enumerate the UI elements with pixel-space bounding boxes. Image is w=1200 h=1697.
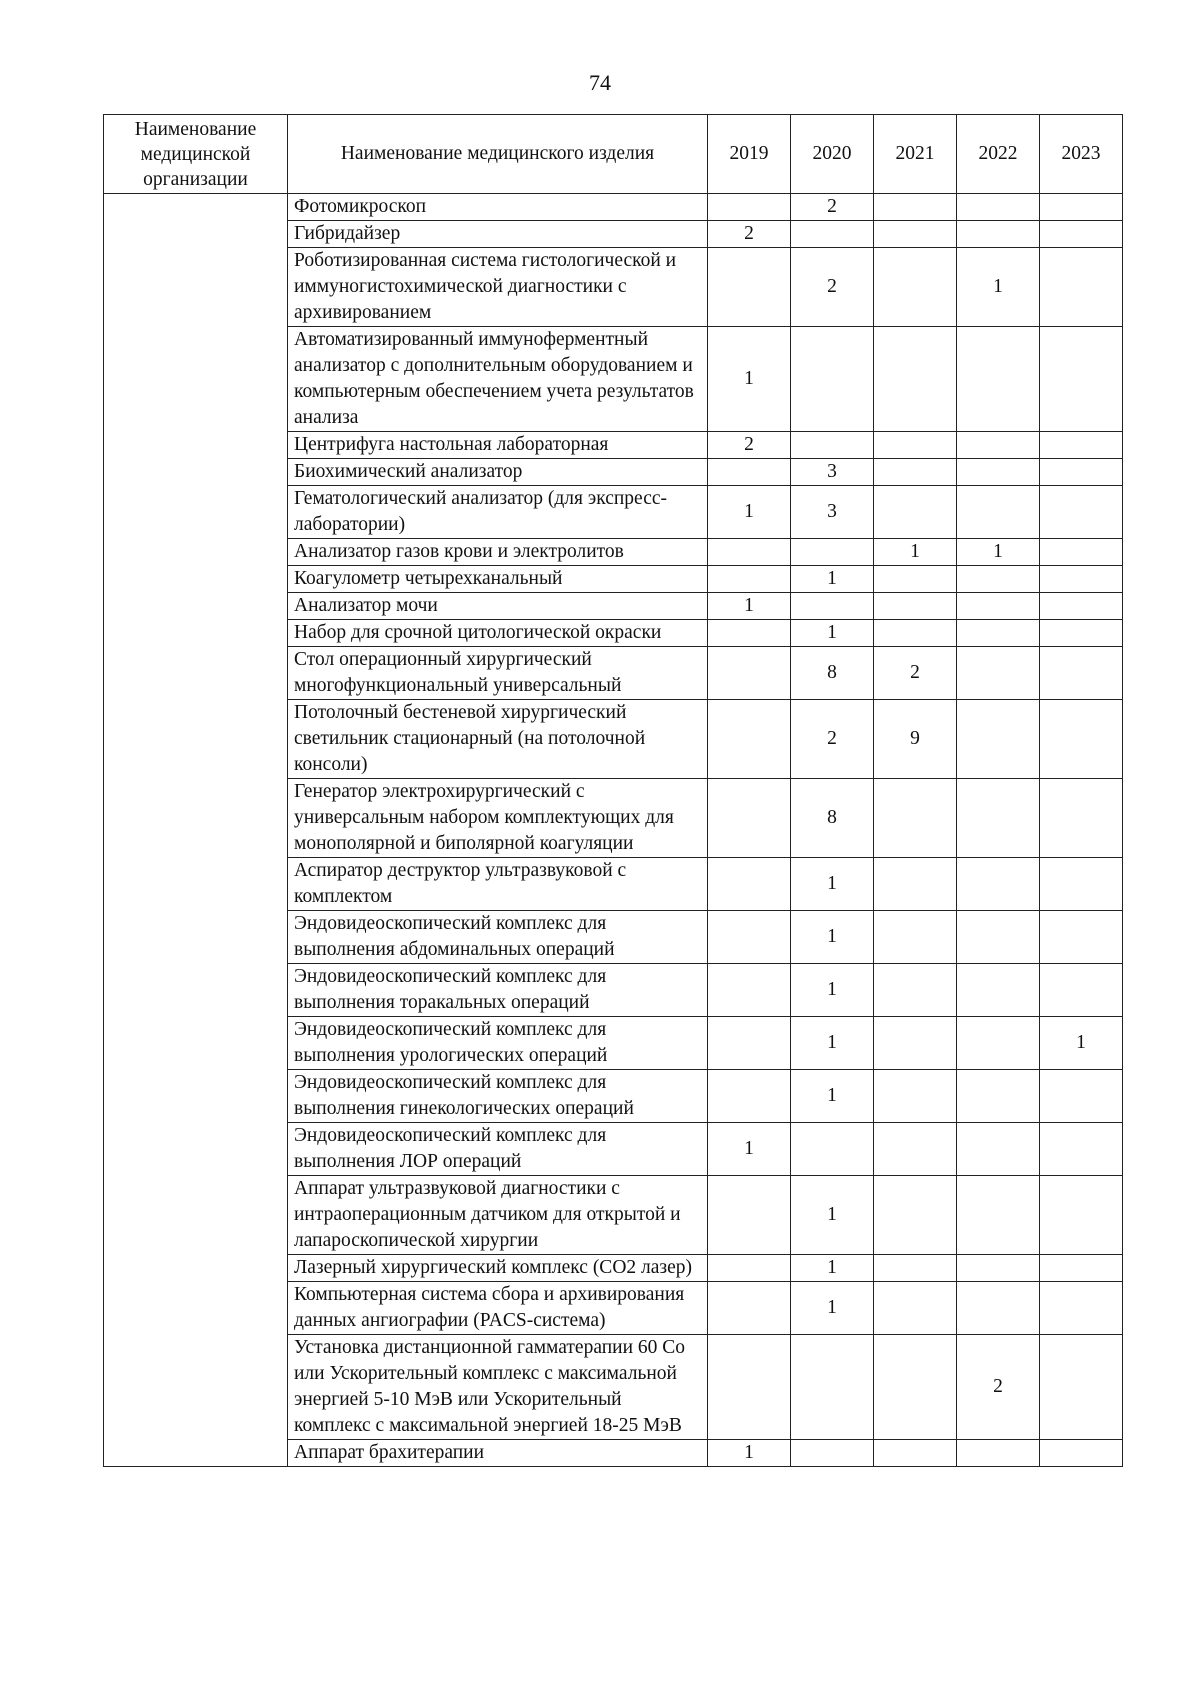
header-year: 2021 [874,115,957,194]
device-name-cell: Анализатор газов крови и электролитов [288,539,708,566]
quantity-cell-2023 [1040,620,1123,647]
quantity-cell-2021 [874,248,957,327]
quantity-cell-2020: 1 [791,1070,874,1123]
device-name-cell: Набор для срочной цитологической окраски [288,620,708,647]
quantity-cell-2019 [708,700,791,779]
quantity-cell-2022 [957,964,1040,1017]
quantity-cell-2021 [874,620,957,647]
quantity-cell-2023 [1040,779,1123,858]
quantity-cell-2022 [957,566,1040,593]
quantity-cell-2023 [1040,700,1123,779]
quantity-cell-2020: 3 [791,459,874,486]
quantity-cell-2023 [1040,1255,1123,1282]
quantity-cell-2023 [1040,486,1123,539]
quantity-cell-2023 [1040,1176,1123,1255]
device-name-cell: Потолочный бестеневой хирургический светильник стационарный (на потолочной консоли) [288,700,708,779]
quantity-cell-2021 [874,1070,957,1123]
device-name-cell: Эндовидеоскопический комплекс для выполнения урологических операций [288,1017,708,1070]
quantity-cell-2021 [874,194,957,221]
quantity-cell-2020: 2 [791,248,874,327]
organization-cell [104,194,288,1467]
quantity-cell-2023 [1040,858,1123,911]
quantity-cell-2022 [957,593,1040,620]
quantity-cell-2021 [874,964,957,1017]
quantity-cell-2021 [874,221,957,248]
device-name-cell: Центрифуга настольная лабораторная [288,432,708,459]
quantity-cell-2019: 1 [708,327,791,432]
quantity-cell-2021 [874,1123,957,1176]
quantity-cell-2023 [1040,1123,1123,1176]
header-year: 2023 [1040,115,1123,194]
table-row [104,194,1123,221]
quantity-cell-2022 [957,1017,1040,1070]
page-number: 74 [589,70,611,95]
quantity-cell-2019: 2 [708,221,791,248]
quantity-cell-2020: 1 [791,858,874,911]
header-year: 2019 [708,115,791,194]
device-name-cell: Установка дистанционной гамматерапии 60 Со или Ускорительный комплекс с максимальной энергией 5-10 МэВ или Ускорительный комплекс с максимальной энергией 18-25 МэВ [288,1335,708,1440]
quantity-cell-2020: 1 [791,964,874,1017]
quantity-cell-2019 [708,858,791,911]
quantity-cell-2020 [791,327,874,432]
table-header-row [104,115,1123,194]
quantity-cell-2021 [874,327,957,432]
quantity-cell-2023 [1040,647,1123,700]
quantity-cell-2020: 2 [791,194,874,221]
quantity-cell-2022 [957,486,1040,539]
quantity-cell-2022 [957,1440,1040,1467]
quantity-cell-2019: 1 [708,593,791,620]
device-name-cell: Компьютерная система сбора и архивирования данных ангиографии (PACS-система) [288,1282,708,1335]
quantity-cell-2023 [1040,1335,1123,1440]
quantity-cell-2020 [791,1335,874,1440]
quantity-cell-2020: 1 [791,620,874,647]
device-name-cell: Эндовидеоскопический комплекс для выполнения абдоминальных операций [288,911,708,964]
device-name-cell: Аппарат брахитерапии [288,1440,708,1467]
quantity-cell-2022 [957,432,1040,459]
device-name-cell: Анализатор мочи [288,593,708,620]
quantity-cell-2019 [708,248,791,327]
device-name-cell: Лазерный хирургический комплекс (СО2 лазер) [288,1255,708,1282]
device-name-cell: Эндовидеоскопический комплекс для выполнения ЛОР операций [288,1123,708,1176]
quantity-cell-2020 [791,1123,874,1176]
quantity-cell-2022 [957,1176,1040,1255]
quantity-cell-2021 [874,858,957,911]
quantity-cell-2021 [874,779,957,858]
device-name-cell: Гибридайзер [288,221,708,248]
quantity-cell-2022 [957,1282,1040,1335]
quantity-cell-2022 [957,221,1040,248]
quantity-cell-2020 [791,1440,874,1467]
quantity-cell-2021 [874,432,957,459]
quantity-cell-2023 [1040,459,1123,486]
quantity-cell-2020 [791,432,874,459]
quantity-cell-2023 [1040,221,1123,248]
quantity-cell-2022 [957,779,1040,858]
quantity-cell-2023 [1040,248,1123,327]
quantity-cell-2022: 2 [957,1335,1040,1440]
quantity-cell-2020: 1 [791,1282,874,1335]
equipment-table [103,114,1123,1467]
header-year: 2020 [791,115,874,194]
quantity-cell-2022 [957,327,1040,432]
quantity-cell-2022 [957,700,1040,779]
quantity-cell-2023 [1040,194,1123,221]
device-name-cell: Коагулометр четырехканальный [288,566,708,593]
quantity-cell-2021 [874,1335,957,1440]
quantity-cell-2023 [1040,911,1123,964]
quantity-cell-2021 [874,1255,957,1282]
quantity-cell-2020: 1 [791,1017,874,1070]
quantity-cell-2019 [708,779,791,858]
quantity-cell-2020: 8 [791,779,874,858]
device-name-cell: Гематологический анализатор (для экспресс-лаборатории) [288,486,708,539]
quantity-cell-2022 [957,647,1040,700]
device-name-cell: Автоматизированный иммуноферментный анализатор с дополнительным оборудованием и компьютерным обеспечением учета результатов анализа [288,327,708,432]
quantity-cell-2019 [708,1070,791,1123]
quantity-cell-2021 [874,593,957,620]
quantity-cell-2022: 1 [957,539,1040,566]
device-name-cell: Роботизированная система гистологической и иммуногистохимической диагностики с архивированием [288,248,708,327]
quantity-cell-2021 [874,911,957,964]
quantity-cell-2023 [1040,327,1123,432]
quantity-cell-2019 [708,194,791,221]
quantity-cell-2022 [957,459,1040,486]
quantity-cell-2020: 1 [791,911,874,964]
quantity-cell-2022 [957,1123,1040,1176]
quantity-cell-2019 [708,911,791,964]
quantity-cell-2022 [957,194,1040,221]
device-name-cell: Аппарат ультразвуковой диагностики с интраоперационным датчиком для открытой и лапароскопической хирургии [288,1176,708,1255]
device-name-cell: Аспиратор деструктор ультразвуковой с комплектом [288,858,708,911]
quantity-cell-2021 [874,566,957,593]
device-name-cell: Эндовидеоскопический комплекс для выполнения гинекологических операций [288,1070,708,1123]
quantity-cell-2021 [874,1017,957,1070]
quantity-cell-2019 [708,539,791,566]
quantity-cell-2019 [708,647,791,700]
quantity-cell-2019 [708,1017,791,1070]
quantity-cell-2020 [791,593,874,620]
quantity-cell-2023 [1040,1070,1123,1123]
quantity-cell-2021: 9 [874,700,957,779]
device-name-cell: Стол операционный хирургический многофункциональный универсальный [288,647,708,700]
quantity-cell-2023 [1040,1440,1123,1467]
device-name-cell: Фотомикроскоп [288,194,708,221]
quantity-cell-2023 [1040,964,1123,1017]
device-name-cell: Эндовидеоскопический комплекс для выполнения торакальных операций [288,964,708,1017]
quantity-cell-2020 [791,539,874,566]
quantity-cell-2019: 1 [708,1440,791,1467]
quantity-cell-2022 [957,1070,1040,1123]
quantity-cell-2023 [1040,593,1123,620]
quantity-cell-2019 [708,964,791,1017]
quantity-cell-2019: 1 [708,1123,791,1176]
quantity-cell-2022 [957,858,1040,911]
device-name-cell: Биохимический анализатор [288,459,708,486]
quantity-cell-2021 [874,1282,957,1335]
quantity-cell-2022: 1 [957,248,1040,327]
quantity-cell-2021: 2 [874,647,957,700]
header-device: Наименование медицинского изделия [288,115,708,194]
quantity-cell-2021 [874,486,957,539]
header-organization: Наименование медицинской организации [104,115,288,194]
quantity-cell-2019: 1 [708,486,791,539]
quantity-cell-2019: 2 [708,432,791,459]
quantity-cell-2022 [957,620,1040,647]
quantity-cell-2021 [874,459,957,486]
quantity-cell-2019 [708,459,791,486]
quantity-cell-2020: 3 [791,486,874,539]
quantity-cell-2019 [708,620,791,647]
quantity-cell-2020 [791,221,874,248]
quantity-cell-2021 [874,1176,957,1255]
quantity-cell-2021: 1 [874,539,957,566]
quantity-cell-2022 [957,911,1040,964]
quantity-cell-2020: 1 [791,1176,874,1255]
quantity-cell-2019 [708,566,791,593]
quantity-cell-2019 [708,1255,791,1282]
device-name-cell: Генератор электрохирургический с универсальным набором комплектующих для монополярной и биполярной коагуляции [288,779,708,858]
quantity-cell-2020: 8 [791,647,874,700]
header-year: 2022 [957,115,1040,194]
quantity-cell-2019 [708,1176,791,1255]
quantity-cell-2023 [1040,432,1123,459]
quantity-cell-2023 [1040,539,1123,566]
quantity-cell-2023 [1040,1282,1123,1335]
quantity-cell-2022 [957,1255,1040,1282]
quantity-cell-2021 [874,1440,957,1467]
quantity-cell-2023 [1040,566,1123,593]
quantity-cell-2020: 1 [791,566,874,593]
quantity-cell-2020: 2 [791,700,874,779]
quantity-cell-2019 [708,1282,791,1335]
quantity-cell-2020: 1 [791,1255,874,1282]
quantity-cell-2023: 1 [1040,1017,1123,1070]
quantity-cell-2019 [708,1335,791,1440]
